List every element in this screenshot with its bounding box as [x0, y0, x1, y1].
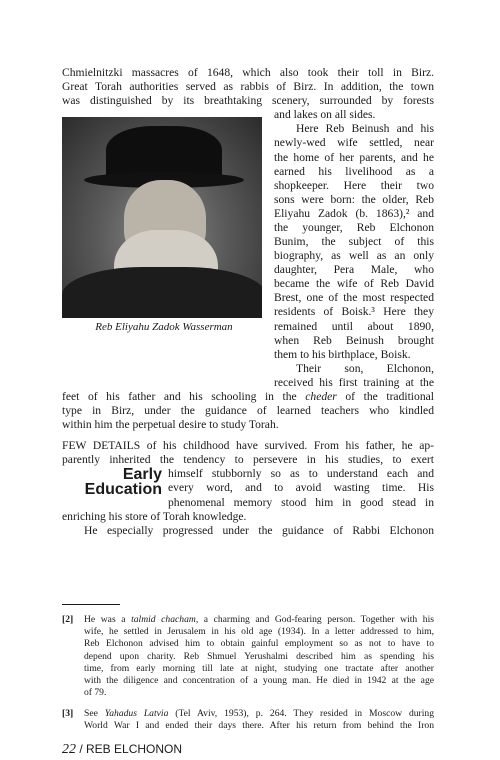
- body-line: when Reb Beinush brought: [274, 333, 434, 347]
- body-line: and lakes on all sides.: [274, 108, 376, 122]
- body-line: Brest, one of the most respected: [274, 291, 434, 305]
- body-line: Eliyahu Zadok (b. 1863),² and: [274, 206, 434, 220]
- body-line: parently inherited the tendency to persevere in his studies, to exert: [62, 453, 434, 467]
- portrait-photo: [62, 117, 262, 318]
- body-line: within him the perpetual desire to study Torah.: [62, 418, 279, 432]
- body-line: received his first training at the: [274, 375, 434, 389]
- footnote-line: with the diligence and concentration of a young man. He died in 1942 at the age: [84, 675, 434, 687]
- section-heading-line2: Education: [84, 481, 162, 499]
- footnote-line: Reb Elchonon advised him to obtain gainful employment so as not to have to: [84, 638, 434, 650]
- body-line: feet of his father and his schooling in the cheder of the traditional: [62, 389, 434, 403]
- body-line: type in Birz, under the guidance of learned teachers who kindled: [62, 404, 434, 417]
- body-line: became the wife of Reb David: [274, 277, 434, 291]
- footnote-mark: [3]: [62, 708, 74, 719]
- footnote-line: depend upon charity. Reb Shmuel Yerushalmi described him as spending his: [84, 650, 434, 662]
- body-line: daughter, Pera Male, who: [274, 263, 434, 277]
- body-line: sons were born: the older, Reb: [274, 192, 434, 206]
- footnote-line: wife, he settled in Jerusalem in his old age (1934). In a letter addressed to him,: [84, 626, 434, 638]
- body-line: biography, as well as an only: [274, 249, 434, 263]
- body-line: phenomenal memory stood him in good stead in: [168, 495, 434, 509]
- body-line: was distinguished by its breathtaking scenery, surrounded by forests: [62, 94, 434, 108]
- body-line: Here Reb Beinush and his: [296, 122, 434, 136]
- body-line: shopkeeper. Here their two: [274, 178, 434, 192]
- body-line: Their son, Elchonon,: [296, 361, 434, 375]
- body-line: Chmielnitzki massacres of 1648, which also took their toll in Birz.: [62, 66, 434, 80]
- body-line: residents of Boisk.³ Here they: [274, 305, 434, 319]
- coat-shape: [62, 267, 262, 318]
- body-line: the home of her parents, and he: [274, 150, 434, 164]
- body-line: enriching his store of Torah knowledge.: [62, 509, 247, 523]
- running-head: / REB ELCHONON: [79, 742, 183, 756]
- body-line: Bunim, the subject of this: [274, 235, 434, 249]
- footnote-mark: [2]: [62, 614, 74, 625]
- footnote-rule: [62, 604, 120, 605]
- photo-caption: Reb Eliyahu Zadok Wasserman: [95, 321, 233, 334]
- footnote-line: See Yahadus Latvia (Tel Aviv, 1953), p. 264. They resided in Moscow during: [84, 708, 435, 719]
- page-number: 22: [62, 742, 76, 757]
- footnote-line: He was a talmid chacham, a charming and God-fearing person. Together with his: [84, 614, 434, 625]
- body-line: them to his birthplace, Boisk.: [274, 347, 411, 361]
- section-heading-line1: Early: [122, 465, 162, 483]
- body-line: himself stubbornly so as to understand each and: [168, 467, 434, 481]
- body-line: Great Torah authorities served as rabbis of Birz. In addition, the town: [62, 80, 434, 94]
- body-line: every word, and to avoid wasting time. His: [168, 481, 434, 495]
- body-line: earned his livelihood as a: [274, 164, 434, 178]
- footnote-line: World War I and ended their days there. After his return from behind the Iron: [84, 720, 434, 732]
- body-line: the younger, Reb Elchonon: [274, 220, 434, 234]
- body-line: He especially progressed under the guidance of Rabbi Elchonon: [84, 523, 434, 537]
- footnote-line: of 79.: [84, 687, 107, 699]
- body-line: FEW DETAILS of his childhood have survived. From his father, he ap-: [62, 439, 434, 453]
- body-line: newly-wed wife settled, near: [274, 136, 434, 150]
- footnote-line: time, from early morning till late at night, studying one tractate after another: [84, 662, 434, 674]
- body-line: remained until about 1890,: [274, 319, 434, 333]
